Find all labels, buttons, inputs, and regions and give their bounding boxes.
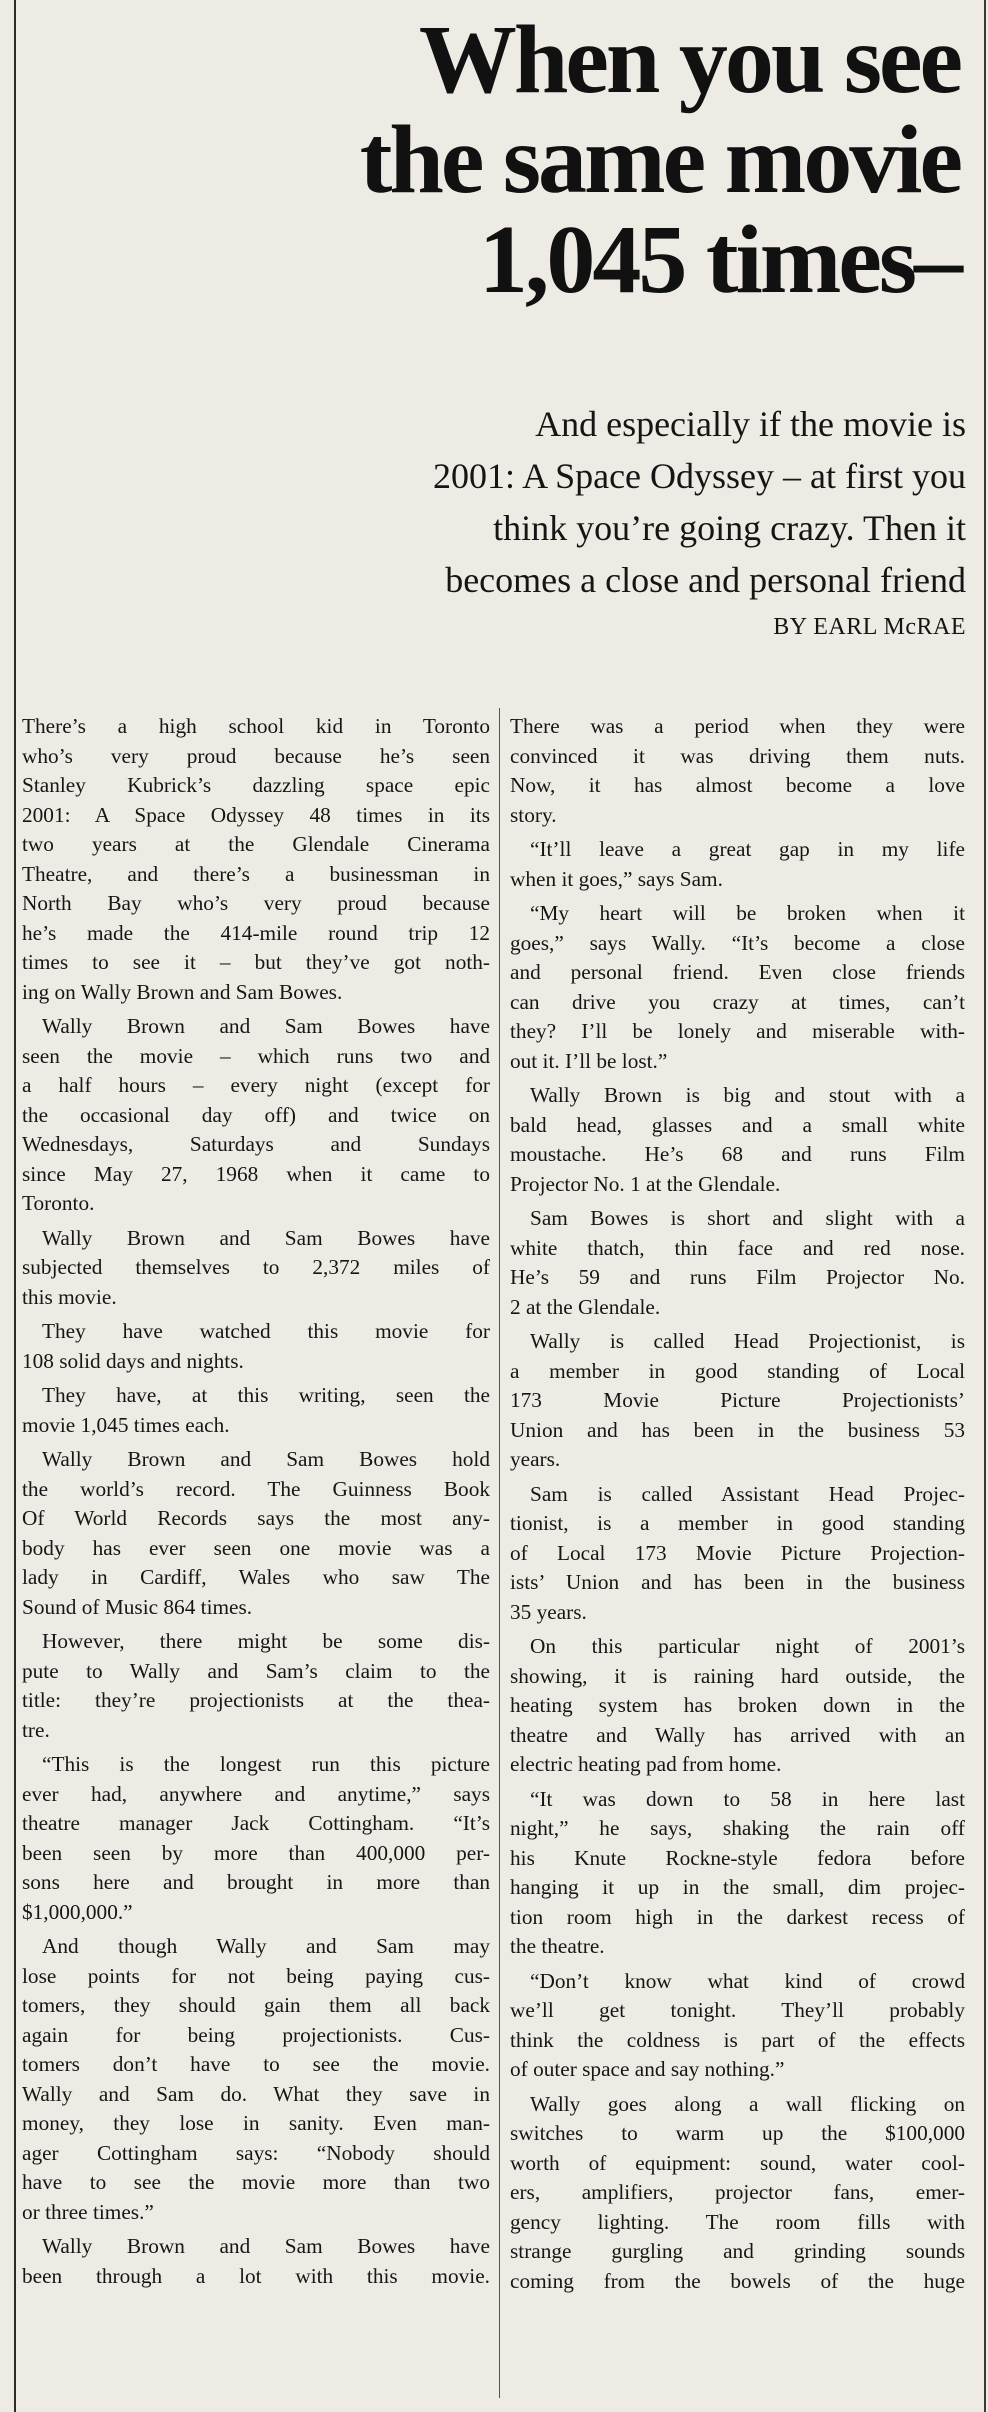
article-line: electric heating pad from home. — [510, 1752, 782, 1776]
article-line: “It’ll leave a great gap in my life — [530, 837, 965, 861]
article-line: hanging it up in the small, dim projec- — [510, 1875, 965, 1899]
article-line: and personal friend. Even close friends — [510, 960, 965, 984]
article-line: a member in good standing of Local — [510, 1358, 965, 1383]
article-line: when it goes,” says Sam. — [510, 866, 723, 891]
article-line: ager Cottingham says: “Nobody should — [22, 2140, 490, 2165]
article-line: Stanley Kubrick’s dazzling space epic — [22, 773, 490, 797]
article-line: Wednesdays, Saturdays and Sundays — [22, 1132, 490, 1156]
article-line: switches to warm up the $100,000 — [510, 2121, 965, 2145]
page-edge-rule — [14, 0, 16, 2412]
article-line: Of World Records says the most any- — [22, 1506, 490, 1530]
article-paragraph — [510, 2090, 965, 2297]
article-line: They have, at this writing, seen the — [42, 1383, 490, 1407]
article-line: or three times.” — [22, 2199, 154, 2224]
article-line: Wally is called Head Projectionist, is — [530, 1329, 965, 1353]
article-paragraph — [510, 712, 965, 830]
article-column-left — [22, 712, 490, 2291]
article-line: the occasional day off) and twice on — [22, 1102, 490, 1127]
article-line: North Bay who’s very proud because — [22, 891, 490, 915]
article-line: he’s made the 414-mile round trip 12 — [22, 920, 490, 945]
article-line: white thatch, thin face and red nose. — [510, 1235, 965, 1260]
article-line: can drive you crazy at times, can’t — [510, 989, 965, 1014]
article-line: showing, it is raining hard outside, the — [510, 1663, 965, 1688]
article-line: think the coldness is part of the effects — [510, 2027, 965, 2052]
article-paragraph — [510, 899, 965, 1076]
article-line: worth of equipment: sound, water cool- — [510, 2150, 965, 2175]
subheadline-line: think you’re going crazy. Then it — [493, 508, 966, 548]
article-line: Sound of Music 864 times. — [22, 1594, 253, 1619]
article-line: subjected themselves to 2,372 miles of — [22, 1255, 490, 1279]
article-line: ing on Wally Brown and Sam Bowes. — [22, 979, 343, 1004]
article-paragraph — [510, 1081, 965, 1199]
article-paragraph — [22, 1224, 490, 1313]
article-paragraph — [22, 1750, 490, 1927]
article-paragraph — [510, 1967, 965, 2085]
article-line: strange gurgling and grinding sounds — [510, 2239, 965, 2263]
article-paragraph — [510, 1632, 965, 1780]
article-line: Wally goes along a wall flicking on — [530, 2091, 965, 2116]
article-line: tomers, they should gain them all back — [22, 1993, 490, 2017]
article-line: Now, it has almost become a love — [510, 773, 965, 797]
article-line: tion room high in the darkest recess of — [510, 1904, 965, 1929]
article-line: pute to Wally and Sam’s claim to the — [22, 1658, 490, 1683]
article-line: 173 Movie Picture Projectionists’ — [510, 1388, 965, 1412]
article-line: Sam Bowes is short and slight with a — [530, 1206, 965, 1230]
article-line: “My heart will be broken when it — [530, 901, 965, 925]
article-line: 2001: A Space Odyssey 48 times in its — [22, 802, 490, 827]
page-edge-rule-right — [984, 0, 986, 2412]
article-line: lady in Cardiff, Wales who saw The — [22, 1565, 490, 1589]
article-line: “Don’t know what kind of crowd — [530, 1968, 965, 1993]
article-line: There’s a high school kid in Toronto — [22, 714, 490, 738]
article-paragraph — [510, 835, 965, 894]
column-divider — [499, 708, 500, 2398]
article-line: money, they lose in sanity. Even man- — [22, 2111, 490, 2135]
article-line: Wally Brown and Sam Bowes hold — [42, 1447, 490, 1471]
article-paragraph — [510, 1327, 965, 1475]
headline-line: When you see — [418, 6, 960, 114]
article-line: coming from the bowels of the huge — [510, 2268, 965, 2293]
article-line: tomers don’t have to see the movie. — [22, 2052, 490, 2076]
headline-line: 1,045 times– — [478, 206, 960, 314]
article-line: his Knute Rockne-style fedora before — [510, 1845, 965, 1870]
article-line: they? I’ll be lonely and miserable with- — [510, 1019, 965, 1043]
article-line: 35 years. — [510, 1599, 587, 1624]
article-line: moustache. He’s 68 and runs Film — [510, 1142, 965, 1166]
article-line: been through a lot with this movie. — [22, 2263, 490, 2288]
article-line: a half hours – every night (except for — [22, 1073, 490, 1097]
headline — [60, 6, 960, 314]
article-paragraph — [510, 1785, 965, 1962]
article-line: Theatre, and there’s a businessman in — [22, 861, 490, 886]
article-line: tre. — [22, 1717, 50, 1742]
article-line: heating system has broken down in the — [510, 1693, 965, 1717]
article-line: this movie. — [22, 1284, 117, 1309]
article-line: bald head, glasses and a small white — [510, 1112, 965, 1137]
article-line: title: they’re projectionists at the thea- — [22, 1688, 490, 1712]
article-paragraph — [510, 1480, 965, 1628]
subheadline-line: 2001: A Space Odyssey – at first you — [433, 456, 966, 496]
article-paragraph — [510, 1204, 965, 1322]
article-paragraph — [22, 1012, 490, 1219]
article-line: Toronto. — [22, 1191, 95, 1215]
article-paragraph — [22, 1932, 490, 2227]
article-line: On this particular night of 2001’s — [530, 1634, 965, 1658]
article-line: Wally Brown is big and stout with a — [530, 1083, 965, 1107]
article-line: There was a period when they were — [510, 714, 965, 738]
subheadline-line: And especially if the movie is — [535, 404, 966, 444]
headline-line: the same movie — [359, 106, 960, 214]
article-line: Projector No. 1 at the Glendale. — [510, 1171, 781, 1196]
article-line: 2 at the Glendale. — [510, 1294, 661, 1319]
byline: BY EARL McRAE — [773, 614, 966, 640]
article-line: He’s 59 and runs Film Projector No. — [510, 1265, 965, 1289]
article-paragraph — [22, 1381, 490, 1440]
article-paragraph — [22, 2232, 490, 2291]
article-line: And though Wally and Sam may — [42, 1934, 490, 1958]
article-line: out it. I’ll be lost.” — [510, 1048, 668, 1073]
article-paragraph — [22, 712, 490, 1007]
article-line: Wally and Sam do. What they save in — [22, 2081, 490, 2106]
article-line: “It was down to 58 in here last — [530, 1786, 965, 1811]
article-line: gency lighting. The room fills with — [510, 2209, 965, 2234]
article-paragraph — [22, 1317, 490, 1376]
article-line: story. — [510, 802, 557, 827]
article-line: been seen by more than 400,000 per- — [22, 1840, 490, 1865]
article-line: Wally Brown and Sam Bowes have — [42, 2234, 490, 2258]
article-line: They have watched this movie for — [42, 1319, 490, 1343]
article-line: two years at the Glendale Cinerama — [22, 832, 490, 856]
article-line: However, there might be some dis- — [42, 1629, 490, 1653]
article-line: lose points for not being paying cus- — [22, 1963, 490, 1988]
article-line: Wally Brown and Sam Bowes have — [42, 1014, 490, 1038]
article-line: the theatre. — [510, 1934, 605, 1958]
article-line: Wally Brown and Sam Bowes have — [42, 1225, 490, 1250]
article-line: times to see it – but they’ve got noth- — [22, 950, 490, 974]
article-line: of outer space and say nothing.” — [510, 2057, 785, 2081]
article-line: ers, amplifiers, projector fans, emer- — [510, 2180, 965, 2204]
article-line: have to see the movie more than two — [22, 2170, 490, 2194]
subheadline — [226, 398, 966, 606]
article-line: Union and has been in the business 53 — [510, 1417, 965, 1442]
article-line: “This is the longest run this picture — [42, 1752, 490, 1776]
article-paragraph — [22, 1627, 490, 1745]
article-line: the world’s record. The Guinness Book — [22, 1476, 490, 1501]
article-line: of Local 173 Movie Picture Projection- — [510, 1540, 965, 1565]
article-line: since May 27, 1968 when it came to — [22, 1161, 490, 1186]
article-line: convinced it was driving them nuts. — [510, 743, 965, 768]
article-line: who’s very proud because he’s seen — [22, 743, 490, 768]
article-column-right — [510, 712, 965, 2296]
article-line: night,” he says, shaking the rain off — [510, 1816, 965, 1840]
article-line: movie 1,045 times each. — [22, 1412, 230, 1437]
article-line: ists’ Union and has been in the business — [510, 1570, 965, 1594]
article-line: Sam is called Assistant Head Projec- — [530, 1481, 965, 1506]
article-line: body has ever seen one movie was a — [22, 1535, 490, 1560]
article-line: goes,” says Wally. “It’s become a close — [510, 930, 965, 955]
article-line: seen the movie – which runs two and — [22, 1043, 490, 1068]
article-line: $1,000,000.” — [22, 1899, 133, 1924]
article-line: sons here and brought in more than — [22, 1870, 490, 1894]
article-line: theatre manager Jack Cottingham. “It’s — [22, 1811, 490, 1835]
article-line: again for being projectionists. Cus- — [22, 2022, 490, 2047]
subheadline-line: becomes a close and personal friend — [445, 560, 966, 600]
article-paragraph — [22, 1445, 490, 1622]
article-line: 108 solid days and nights. — [22, 1348, 244, 1373]
article-line: tionist, is a member in good standing — [510, 1511, 965, 1535]
article-line: we’ll get tonight. They’ll probably — [510, 1998, 965, 2022]
article-line: ever had, anywhere and anytime,” says — [22, 1781, 490, 1806]
article-line: theatre and Wally has arrived with an — [510, 1722, 965, 1747]
article-line: years. — [510, 1447, 561, 1471]
